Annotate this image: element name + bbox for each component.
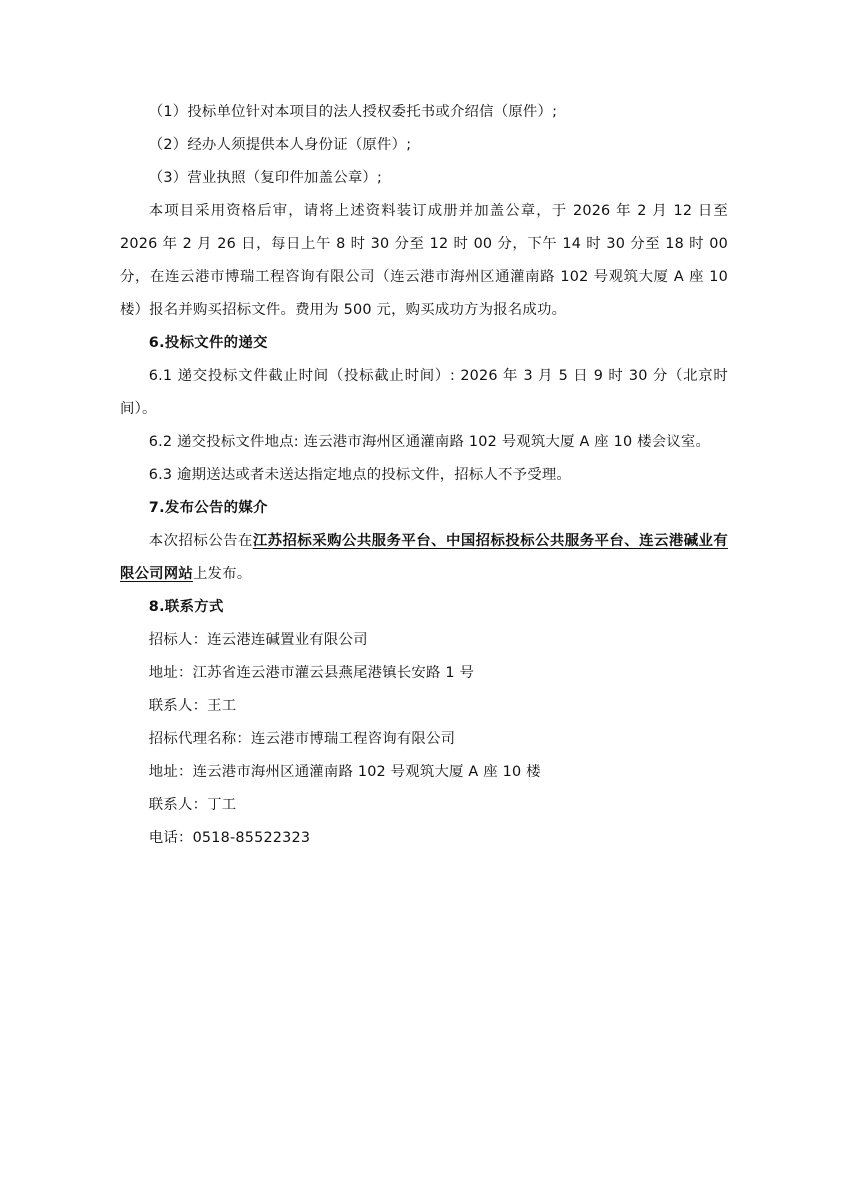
contact-agent-name: 招标代理名称：连云港市博瑞工程咨询有限公司 bbox=[148, 731, 456, 747]
contact-tenderer: 招标人：连云港连碱置业有限公司 bbox=[148, 632, 368, 648]
list-item: （1）投标单位针对本项目的法人授权委托书或介绍信（原件）; bbox=[148, 104, 558, 120]
section-6-item-3: 6.3 逾期送达或者未送达指定地点的投标文件，招标人不予受理。 bbox=[148, 467, 572, 483]
contact-tenderer-address: 地址：江苏省连云港市灌云县燕尾港镇长安路 1 号 bbox=[148, 665, 475, 681]
contact-agent-address: 地址：连云港市海州区通灌南路 102 号观筑大厦 A 座 10 楼 bbox=[148, 764, 541, 780]
contact-tenderer-person: 联系人：王工 bbox=[148, 698, 237, 714]
section-8-heading: 8.联系方式 bbox=[148, 599, 224, 615]
contact-phone: 电话：0518-85522323 bbox=[148, 830, 311, 846]
section-6-item-2: 6.2 递交投标文件地点: 连云港市海州区通灌南路 102 号观筑大厦 A 座 10 楼会议室。 bbox=[148, 434, 711, 450]
media-text-before: 本次招标公告在 bbox=[148, 533, 253, 549]
section-7-heading: 7.发布公告的媒介 bbox=[148, 500, 268, 516]
registration-paragraph: 本项目采用资格后审，请将上述资料装订成册并加盖公章，于 2026 年 2 月 12 日至 2026 年 2 月 26 日，每日上午 8 时 30 分至 12 时 00 分，下午 14 时 30 分至 18 时 00 分，在连云港市博瑞工程咨询有限公司（连云港市海州区通灌南路 102 号观筑大厦 A 座 10 楼）报名并购买招标文件。费用为 500 元，购买成功方为报名成功。 bbox=[120, 203, 728, 318]
section-6-heading: 6.投标文件的递交 bbox=[148, 335, 268, 351]
contact-agent-person: 联系人：丁工 bbox=[148, 797, 237, 813]
media-platform-link[interactable]: 江苏招标采购公共服务平台、中国招标投标公共服务平台、连云港碱业有限公司网站 bbox=[120, 533, 729, 582]
document-body bbox=[120, 96, 728, 855]
media-text-after: 上发布。 bbox=[192, 566, 252, 582]
list-item: （3）营业执照（复印件加盖公章）; bbox=[148, 170, 383, 186]
section-6-item-1: 6.1 递交投标文件截止时间（投标截止时间）: 2026 年 3 月 5 日 9 时 30 分（北京时间）。 bbox=[120, 368, 728, 417]
section-7-paragraph bbox=[120, 525, 728, 591]
list-item: （2）经办人须提供本人身份证（原件）; bbox=[148, 137, 412, 153]
